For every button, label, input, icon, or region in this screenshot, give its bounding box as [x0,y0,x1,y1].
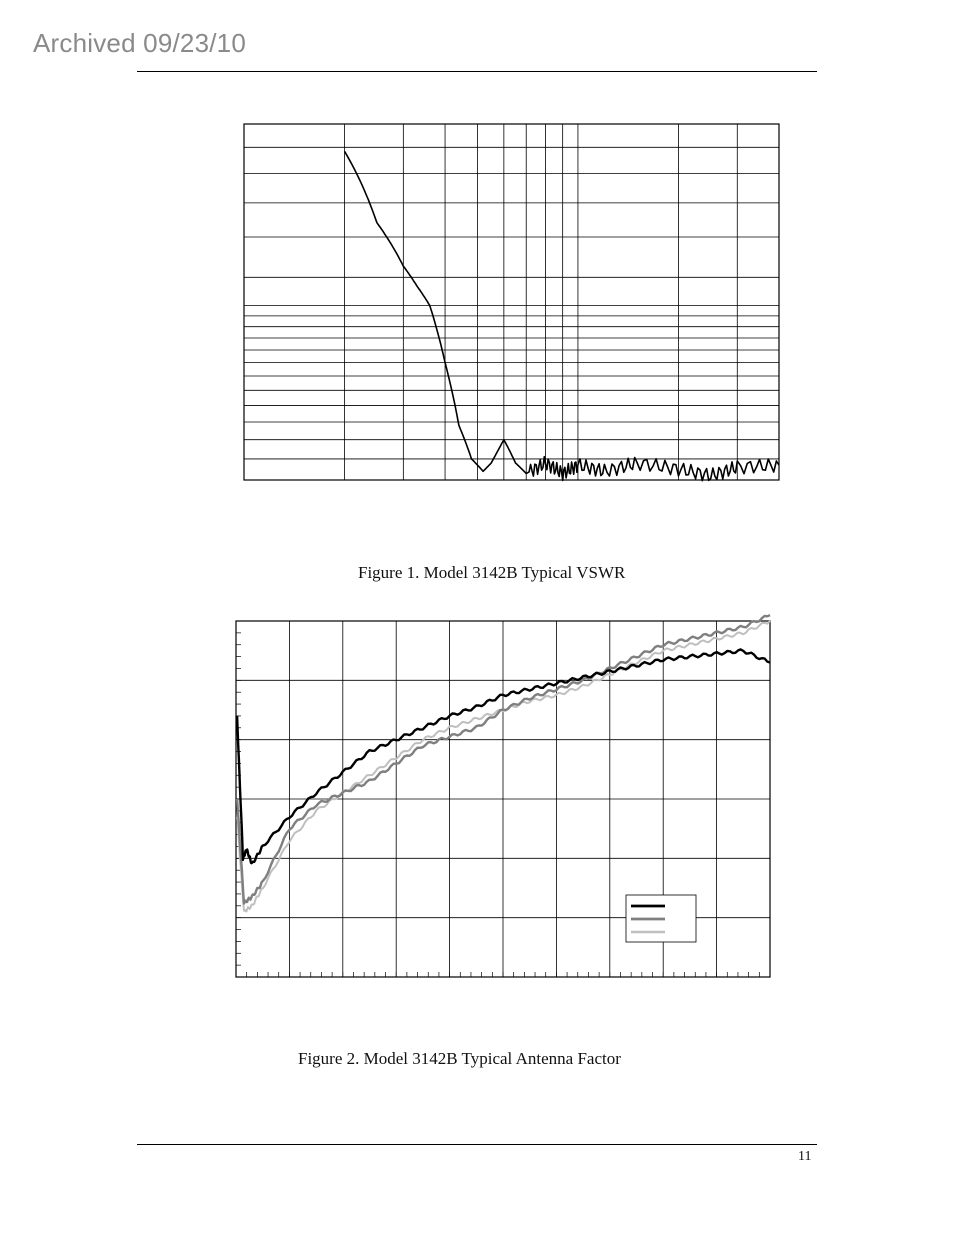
antenna-factor-chart [230,615,776,987]
vswr-plot-area [244,124,779,480]
vswr-chart [240,120,784,486]
archived-stamp: Archived 09/23/10 [33,28,246,58]
footer-rule [137,1144,817,1145]
header-rule [137,71,817,72]
page-number: 11 [798,1149,812,1164]
figure-2-caption: Figure 2. Model 3142B Typical Antenna Factor [298,1049,621,1068]
figure-1-caption: Figure 1. Model 3142B Typical VSWR [358,563,626,582]
